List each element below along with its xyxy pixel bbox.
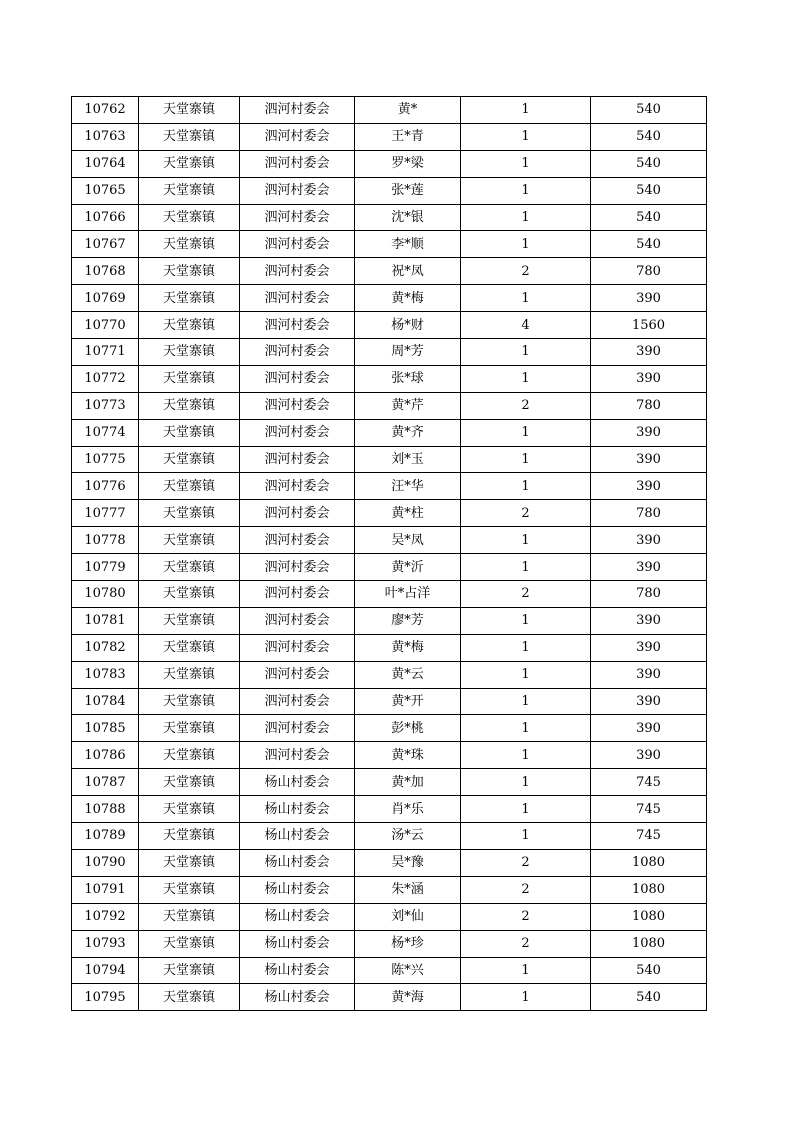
table-row [72,661,707,688]
village-cell: 泗河村委会 [240,742,355,769]
village-cell: 杨山村委会 [240,849,355,876]
village-cell: 泗河村委会 [240,661,355,688]
household-count-cell: 1 [461,527,591,554]
name-cell: 沈*银 [355,204,461,231]
town-cell: 天堂寨镇 [139,97,240,124]
amount-cell: 540 [591,177,707,204]
town-cell: 天堂寨镇 [139,984,240,1011]
name-cell: 祝*凤 [355,258,461,285]
household-count-cell: 1 [461,607,591,634]
town-cell: 天堂寨镇 [139,339,240,366]
table-row [72,688,707,715]
town-cell: 天堂寨镇 [139,876,240,903]
name-cell: 张*球 [355,365,461,392]
household-count-cell: 2 [461,392,591,419]
household-count-cell: 2 [461,903,591,930]
village-cell: 泗河村委会 [240,365,355,392]
town-cell: 天堂寨镇 [139,661,240,688]
row-id-cell: 10779 [72,554,139,581]
household-count-cell: 1 [461,97,591,124]
name-cell: 黄*柱 [355,500,461,527]
household-count-cell: 2 [461,849,591,876]
name-cell: 彭*桃 [355,715,461,742]
roster-table [71,96,707,1011]
household-count-cell: 1 [461,984,591,1011]
row-id-cell: 10785 [72,715,139,742]
table-row [72,446,707,473]
table-row [72,339,707,366]
village-cell: 泗河村委会 [240,204,355,231]
village-cell: 泗河村委会 [240,177,355,204]
household-count-cell: 2 [461,930,591,957]
village-cell: 杨山村委会 [240,796,355,823]
name-cell: 黄*芹 [355,392,461,419]
name-cell: 黄*开 [355,688,461,715]
village-cell: 杨山村委会 [240,823,355,850]
table-row [72,123,707,150]
household-count-cell: 1 [461,446,591,473]
name-cell: 肖*乐 [355,796,461,823]
amount-cell: 390 [591,419,707,446]
name-cell: 汪*华 [355,473,461,500]
row-id-cell: 10770 [72,312,139,339]
name-cell: 黄*齐 [355,419,461,446]
table-row [72,473,707,500]
amount-cell: 540 [591,231,707,258]
town-cell: 天堂寨镇 [139,446,240,473]
town-cell: 天堂寨镇 [139,150,240,177]
row-id-cell: 10775 [72,446,139,473]
name-cell: 陈*兴 [355,957,461,984]
amount-cell: 540 [591,957,707,984]
household-count-cell: 1 [461,715,591,742]
household-count-cell: 1 [461,150,591,177]
town-cell: 天堂寨镇 [139,769,240,796]
household-count-cell: 1 [461,688,591,715]
table-row [72,204,707,231]
household-count-cell: 1 [461,473,591,500]
name-cell: 黄*加 [355,769,461,796]
table-row [72,903,707,930]
amount-cell: 390 [591,365,707,392]
household-count-cell: 1 [461,285,591,312]
household-count-cell: 2 [461,500,591,527]
household-count-cell: 1 [461,957,591,984]
row-id-cell: 10773 [72,392,139,419]
household-count-cell: 1 [461,177,591,204]
village-cell: 泗河村委会 [240,312,355,339]
town-cell: 天堂寨镇 [139,903,240,930]
row-id-cell: 10790 [72,849,139,876]
household-count-cell: 1 [461,231,591,258]
town-cell: 天堂寨镇 [139,365,240,392]
household-count-cell: 1 [461,634,591,661]
household-count-cell: 1 [461,769,591,796]
village-cell: 杨山村委会 [240,957,355,984]
household-count-cell: 1 [461,796,591,823]
row-id-cell: 10795 [72,984,139,1011]
row-id-cell: 10776 [72,473,139,500]
row-id-cell: 10768 [72,258,139,285]
row-id-cell: 10782 [72,634,139,661]
village-cell: 泗河村委会 [240,446,355,473]
table-row [72,177,707,204]
household-count-cell: 2 [461,876,591,903]
row-id-cell: 10792 [72,903,139,930]
row-id-cell: 10774 [72,419,139,446]
row-id-cell: 10794 [72,957,139,984]
amount-cell: 745 [591,823,707,850]
town-cell: 天堂寨镇 [139,849,240,876]
table-row [72,258,707,285]
name-cell: 罗*梁 [355,150,461,177]
amount-cell: 780 [591,392,707,419]
village-cell: 泗河村委会 [240,419,355,446]
name-cell: 周*芳 [355,339,461,366]
town-cell: 天堂寨镇 [139,285,240,312]
table-row [72,607,707,634]
village-cell: 泗河村委会 [240,554,355,581]
amount-cell: 390 [591,285,707,312]
roster-table-body [72,97,707,1011]
name-cell: 黄*梅 [355,634,461,661]
table-row [72,823,707,850]
town-cell: 天堂寨镇 [139,581,240,608]
name-cell: 黄*沂 [355,554,461,581]
town-cell: 天堂寨镇 [139,258,240,285]
name-cell: 王*青 [355,123,461,150]
town-cell: 天堂寨镇 [139,527,240,554]
village-cell: 泗河村委会 [240,473,355,500]
town-cell: 天堂寨镇 [139,796,240,823]
town-cell: 天堂寨镇 [139,607,240,634]
row-id-cell: 10778 [72,527,139,554]
table-row [72,285,707,312]
name-cell: 刘*仙 [355,903,461,930]
name-cell: 黄*云 [355,661,461,688]
household-count-cell: 1 [461,742,591,769]
table-row [72,581,707,608]
household-count-cell: 1 [461,123,591,150]
row-id-cell: 10764 [72,150,139,177]
town-cell: 天堂寨镇 [139,500,240,527]
amount-cell: 780 [591,258,707,285]
row-id-cell: 10786 [72,742,139,769]
village-cell: 杨山村委会 [240,903,355,930]
table-row [72,312,707,339]
village-cell: 泗河村委会 [240,688,355,715]
amount-cell: 540 [591,150,707,177]
row-id-cell: 10765 [72,177,139,204]
table-row [72,957,707,984]
name-cell: 刘*玉 [355,446,461,473]
row-id-cell: 10789 [72,823,139,850]
village-cell: 泗河村委会 [240,581,355,608]
row-id-cell: 10781 [72,607,139,634]
row-id-cell: 10767 [72,231,139,258]
table-row [72,876,707,903]
village-cell: 泗河村委会 [240,392,355,419]
amount-cell: 1080 [591,876,707,903]
amount-cell: 540 [591,204,707,231]
amount-cell: 745 [591,796,707,823]
table-row [72,365,707,392]
row-id-cell: 10783 [72,661,139,688]
name-cell: 叶*占洋 [355,581,461,608]
amount-cell: 390 [591,339,707,366]
amount-cell: 540 [591,97,707,124]
table-row [72,527,707,554]
household-count-cell: 1 [461,419,591,446]
table-row [72,930,707,957]
amount-cell: 540 [591,984,707,1011]
row-id-cell: 10772 [72,365,139,392]
amount-cell: 390 [591,527,707,554]
amount-cell: 390 [591,715,707,742]
village-cell: 泗河村委会 [240,339,355,366]
village-cell: 泗河村委会 [240,123,355,150]
town-cell: 天堂寨镇 [139,177,240,204]
table-row [72,742,707,769]
table-row [72,392,707,419]
row-id-cell: 10787 [72,769,139,796]
household-count-cell: 2 [461,581,591,608]
village-cell: 泗河村委会 [240,285,355,312]
table-row [72,554,707,581]
row-id-cell: 10784 [72,688,139,715]
town-cell: 天堂寨镇 [139,823,240,850]
amount-cell: 745 [591,769,707,796]
amount-cell: 390 [591,446,707,473]
village-cell: 泗河村委会 [240,150,355,177]
household-count-cell: 2 [461,258,591,285]
town-cell: 天堂寨镇 [139,930,240,957]
row-id-cell: 10780 [72,581,139,608]
town-cell: 天堂寨镇 [139,392,240,419]
town-cell: 天堂寨镇 [139,312,240,339]
amount-cell: 390 [591,742,707,769]
row-id-cell: 10766 [72,204,139,231]
row-id-cell: 10762 [72,97,139,124]
table-row [72,231,707,258]
town-cell: 天堂寨镇 [139,715,240,742]
town-cell: 天堂寨镇 [139,123,240,150]
amount-cell: 390 [591,688,707,715]
table-row [72,849,707,876]
village-cell: 杨山村委会 [240,876,355,903]
amount-cell: 1080 [591,930,707,957]
table-row [72,715,707,742]
household-count-cell: 1 [461,554,591,581]
village-cell: 泗河村委会 [240,607,355,634]
row-id-cell: 10788 [72,796,139,823]
village-cell: 泗河村委会 [240,527,355,554]
row-id-cell: 10771 [72,339,139,366]
village-cell: 泗河村委会 [240,500,355,527]
town-cell: 天堂寨镇 [139,204,240,231]
table-row [72,634,707,661]
town-cell: 天堂寨镇 [139,634,240,661]
town-cell: 天堂寨镇 [139,688,240,715]
name-cell: 吴*凤 [355,527,461,554]
village-cell: 泗河村委会 [240,97,355,124]
amount-cell: 1080 [591,849,707,876]
name-cell: 张*莲 [355,177,461,204]
table-row [72,500,707,527]
town-cell: 天堂寨镇 [139,742,240,769]
row-id-cell: 10777 [72,500,139,527]
row-id-cell: 10791 [72,876,139,903]
row-id-cell: 10763 [72,123,139,150]
amount-cell: 390 [591,634,707,661]
name-cell: 汤*云 [355,823,461,850]
household-count-cell: 1 [461,339,591,366]
name-cell: 杨*财 [355,312,461,339]
amount-cell: 1560 [591,312,707,339]
name-cell: 杨*珍 [355,930,461,957]
amount-cell: 1080 [591,903,707,930]
name-cell: 黄*海 [355,984,461,1011]
household-count-cell: 1 [461,204,591,231]
name-cell: 黄*珠 [355,742,461,769]
amount-cell: 780 [591,581,707,608]
household-count-cell: 1 [461,365,591,392]
name-cell: 李*顺 [355,231,461,258]
table-row [72,419,707,446]
table-row [72,769,707,796]
amount-cell: 390 [591,607,707,634]
row-id-cell: 10793 [72,930,139,957]
village-cell: 泗河村委会 [240,258,355,285]
amount-cell: 780 [591,500,707,527]
village-cell: 杨山村委会 [240,769,355,796]
town-cell: 天堂寨镇 [139,957,240,984]
amount-cell: 540 [591,123,707,150]
town-cell: 天堂寨镇 [139,473,240,500]
name-cell: 黄*梅 [355,285,461,312]
village-cell: 杨山村委会 [240,984,355,1011]
household-count-cell: 1 [461,823,591,850]
town-cell: 天堂寨镇 [139,231,240,258]
town-cell: 天堂寨镇 [139,419,240,446]
name-cell: 朱*涵 [355,876,461,903]
table-row [72,984,707,1011]
table-row [72,97,707,124]
household-count-cell: 4 [461,312,591,339]
village-cell: 杨山村委会 [240,930,355,957]
village-cell: 泗河村委会 [240,715,355,742]
name-cell: 吴*豫 [355,849,461,876]
table-row [72,150,707,177]
row-id-cell: 10769 [72,285,139,312]
amount-cell: 390 [591,661,707,688]
name-cell: 黄* [355,97,461,124]
amount-cell: 390 [591,554,707,581]
village-cell: 泗河村委会 [240,634,355,661]
table-row [72,796,707,823]
amount-cell: 390 [591,473,707,500]
name-cell: 廖*芳 [355,607,461,634]
village-cell: 泗河村委会 [240,231,355,258]
town-cell: 天堂寨镇 [139,554,240,581]
household-count-cell: 1 [461,661,591,688]
